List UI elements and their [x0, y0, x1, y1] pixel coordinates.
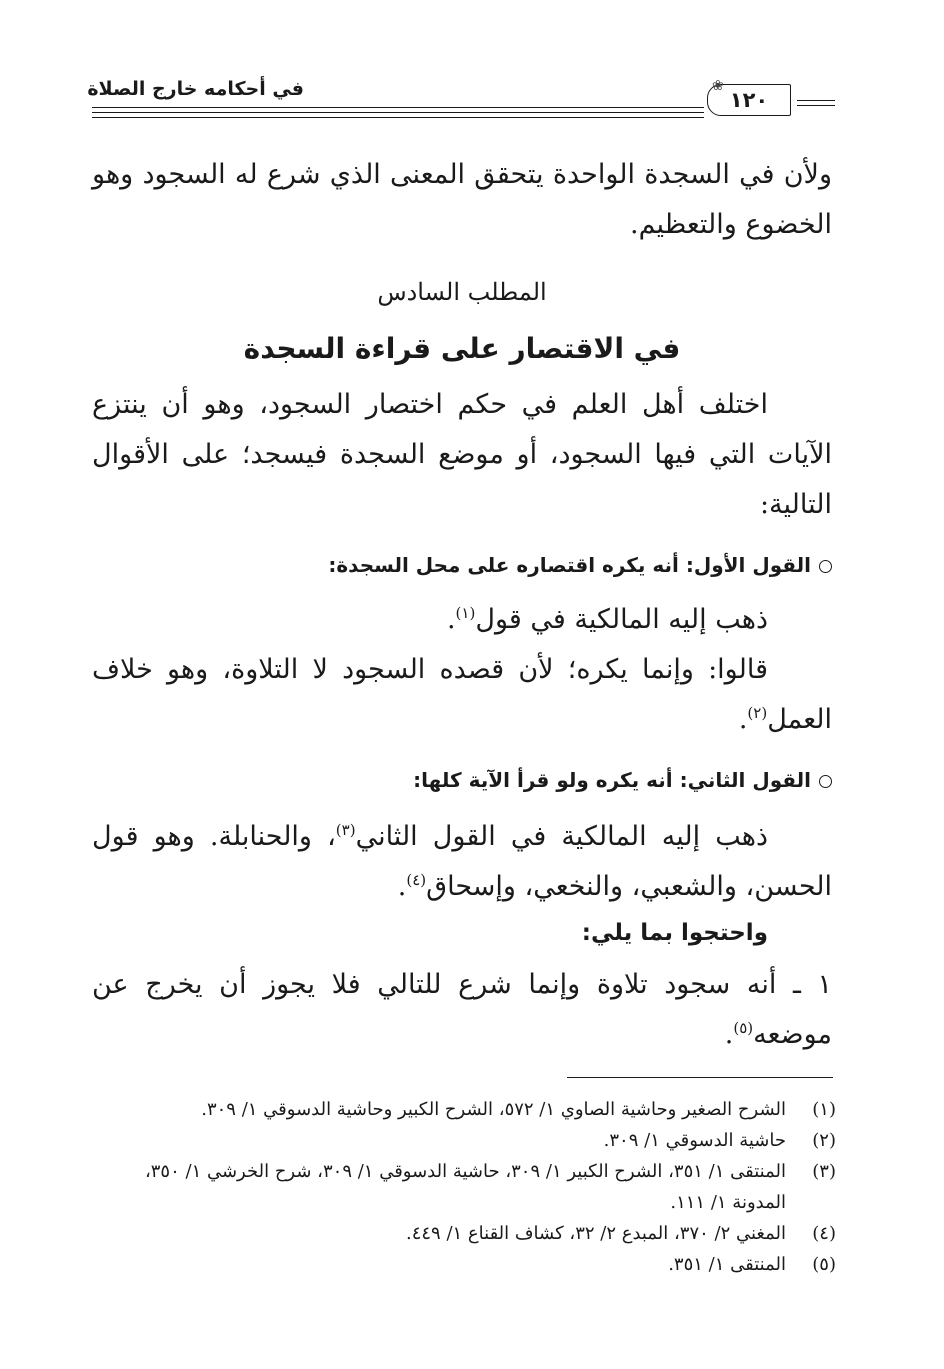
sentence-end: . — [738, 704, 748, 735]
opinion-1-paragraph-2 — [92, 645, 832, 745]
footnote-ref: (٣) — [335, 821, 356, 839]
footnote-item — [92, 1094, 836, 1125]
opinion-1-heading — [92, 545, 832, 585]
header-rule — [797, 105, 835, 106]
header-rule — [92, 117, 704, 118]
evidence-item-1 — [92, 960, 832, 1060]
footnote-number: (١) — [812, 1099, 836, 1120]
opinion-2-paragraph-1 — [92, 812, 832, 912]
circle-bullet-icon — [819, 560, 832, 573]
footnote-text: الشرح الصغير وحاشية الصاوي ١/ ٥٧٢، الشرح الكبير وحاشية الدسوقي ١/ ٣٠٩. — [201, 1099, 786, 1120]
footnote-ref: (٢) — [747, 704, 768, 722]
footnote-ref: (٥) — [733, 1019, 754, 1037]
section-title: في الاقتصار على قراءة السجدة — [243, 332, 681, 365]
opinion-1-heading-text: القول الأول: أنه يكره اقتصاره على محل السجدة: — [328, 553, 811, 577]
intro-paragraph: ولأن في السجدة الواحدة يتحقق المعنى الذي شرع له السجود وهو الخضوع والتعظيم. — [92, 159, 832, 240]
evidence-text: ١ ـ أنه سجود تلاوة وإنما شرع للتالي فلا يجوز أن يخرج عن موضعه — [92, 969, 832, 1050]
opinion-2-text: ذهب إليه المالكية في القول الثاني — [355, 821, 768, 852]
footnote-ref: (١) — [455, 604, 476, 622]
footnote-separator — [567, 1077, 833, 1078]
footnote-number: (٣) — [812, 1161, 836, 1182]
ornament-icon: ❀ — [712, 78, 724, 94]
footnotes — [92, 1094, 836, 1280]
header-rule — [797, 100, 835, 101]
opinion-2-heading — [92, 760, 832, 800]
footnote-item — [92, 1249, 836, 1280]
sentence-end: . — [446, 604, 456, 635]
opinion-1-text: قالوا: وإنما يكره؛ لأن قصده السجود لا التلاوة، وهو خلاف العمل — [92, 654, 832, 735]
footnote-text: حاشية الدسوقي ١/ ٣٠٩. — [603, 1130, 786, 1151]
footnote-number: (٢) — [812, 1130, 836, 1151]
header-rule — [92, 112, 704, 113]
footnote-number: (٥) — [812, 1254, 836, 1275]
section-intro-paragraph: اختلف أهل العلم في حكم اختصار السجود، وهو أن ينتزع الآيات التي فيها السجود، أو موضع السجدة فيسجد؛ على الأقوال التالية: — [92, 389, 832, 520]
footnote-ref: (٤) — [406, 871, 427, 889]
footnote-text: المغني ٢/ ٣٧٠، المبدع ٢/ ٣٢، كشاف القناع ١/ ٤٤٩. — [405, 1223, 786, 1244]
evidence-heading: واحتجوا بما يلي: — [581, 920, 768, 946]
footnote-text: المنتقى ١/ ٣٥١، الشرح الكبير ١/ ٣٠٩، حاشية الدسوقي ١/ ٣٠٩، شرح الخرشي ١/ ٣٥٠، المدونة ١/ ١١١. — [144, 1161, 786, 1213]
sentence-end: . — [397, 871, 407, 902]
running-title: في أحكامه خارج الصلاة — [87, 78, 304, 100]
circle-bullet-icon — [819, 775, 832, 788]
opinion-2-text: ، والحنابلة. وهو قول الحسن، والشعبي، والنخعي، وإسحاق — [92, 821, 832, 902]
opinion-1-text: ذهب إليه المالكية في قول — [475, 604, 768, 635]
footnote-text: المنتقى ١/ ٣٥١. — [668, 1254, 786, 1275]
section-label: المطلب السادس — [377, 278, 547, 306]
page-number-text: ١٢٠ — [729, 88, 769, 112]
footnote-item — [92, 1218, 836, 1249]
footnote-number: (٤) — [812, 1223, 836, 1244]
footnote-item — [92, 1156, 836, 1218]
footnote-item — [92, 1125, 836, 1156]
opinion-2-heading-text: القول الثاني: أنه يكره ولو قرأ الآية كلها: — [413, 768, 811, 792]
opinion-1-paragraph-1 — [92, 595, 832, 645]
sentence-end: . — [724, 1019, 734, 1050]
header-rule — [92, 107, 704, 108]
